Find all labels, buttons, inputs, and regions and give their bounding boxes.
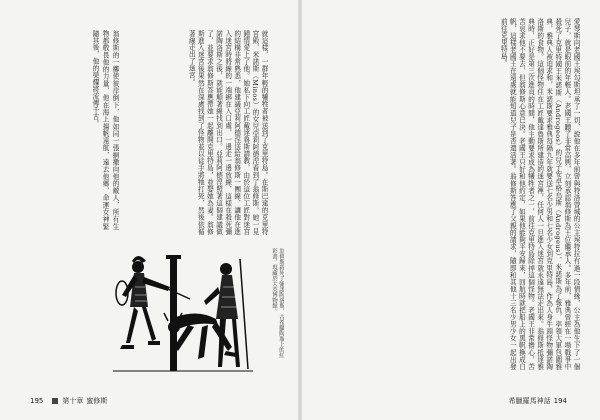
right-page-number: 194	[553, 397, 567, 405]
right-running-title: 希臘羅馬神話	[508, 397, 551, 405]
left-page-number: 195	[30, 397, 44, 405]
figure-caption: 翁修斯殺死了彌諾陶洛斯，古希臘陶瓶上的紅彩畫，現藏於大英博物館。	[271, 248, 284, 358]
right-page-footer	[509, 396, 570, 406]
left-chapter-title: 蜜修斯	[86, 397, 108, 405]
left-chapter-label: 第十章	[62, 397, 84, 405]
left-page-poem: 翁修斯的一擲使彼岸倒下，他如同一張網撒向他的敵人，所有生物都敬畏他的力量，他在海上揚帆遠航，遠去他鄉，命運女神緊隨其後，他的榮耀將流傳千古。	[91, 30, 119, 230]
theseus-minotaur-illustration	[108, 247, 258, 375]
footer-square-icon	[52, 398, 58, 404]
right-page-body-text: 愛琴斯向老國王埃勾斯坦承了一切，說他在多年前曾與特洛曾城的公主埃特拉有過一段情緣，公主為他生下了一個兒子，就是眼前的年輕人。老國王聽了非常高興，立刻承認翁修斯為王位繼承人。多年前，雅典曾經在一場戰爭中殺死了克里特國王米諾斯（Androgeos）的兒子安卓格烏斯（Androgeus），米諾斯為了報仇，率領大軍包圍雅典，雅典人被迫求和，米諾斯要求雅典每隔九年就要送七名少男和七名少女到克里特島，作為人身牛頭怪物彌諾陶洛斯的食物。這個怪物住在工匠戴達魯斯所建造的迷宮裡，任何人一旦進入迷宮就永遠無法走出來。翁修斯抵達雅典時，正好是第三次進貢的時間，他主動要求成為犧牲者之一，前往克里特島除掉這個怪物。老國王非常擔心，苦苦哀求他不要去，但翁修斯心意已決。老國王只好和他約定，如果他能夠平安歸來，回航時就把船上的黑帆換成白帆，這樣老國王在遠處就能知道兒子是否還活著。翁修斯答應了父親的請求，隨即和其他十三名少男少女一起出發前往克里特島。	[499, 18, 580, 370]
left-page-body-text: 就這樣，一群年輕的犧牲者被送到了克里特島。在斯巴達的克里特宮殿，米諾斯（Minos）的女兒亞莉阿德涅看到了翁修斯，她一見鍾情愛上了他。她私下向工匠戴達魯斯請教，由於這位工匠對迷宮的結構非常熟悉，他建議亞莉阿德涅送給翁修斯一團線，讓他在進入迷宮時將線的一端綁在入口處，一邊走一邊放線，這樣在殺死彌諾陶洛斯之後，就能順著線找到出口。亞莉阿德涅照著這個建議做了，並要求翁修斯答應帶她一起離開克里特島，並娶她為妻。翁修斯進入迷宮後果然在深處找到了怪物並以徒手將牠打死，然後依循著線走出了迷宮。	[187, 30, 268, 235]
left-page-footer	[30, 396, 110, 406]
vase-painting-figure	[108, 247, 258, 375]
